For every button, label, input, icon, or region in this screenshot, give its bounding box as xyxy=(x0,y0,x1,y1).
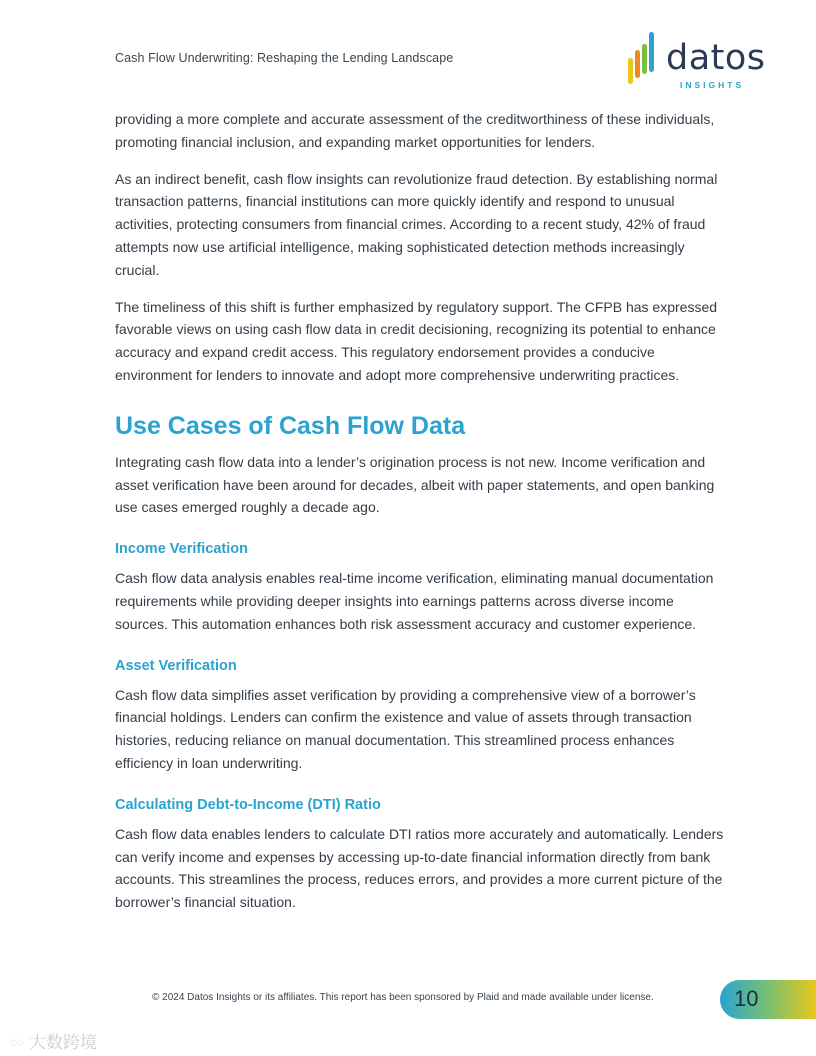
logo-subtitle: INSIGHTS xyxy=(680,80,745,90)
subheading-income-verification: Income Verification xyxy=(115,541,248,558)
paragraph-fraud-detection: As an indirect benefit, cash flow insights can revolutionize fraud detection. By establishing normal transaction patterns, financial institutions can more quickly identify and respond to unusual activities, protecting consumers from financial crimes. According to a recent study, 42% of fraud attempts now use artificial intelligence, making sophisticated detection methods increasingly crucial. xyxy=(115,170,718,278)
logo-bars-icon xyxy=(626,30,660,88)
subheading-dti-ratio: Calculating Debt-to-Income (DTI) Ratio xyxy=(115,796,381,813)
subheading-asset-verification: Asset Verification xyxy=(115,657,237,674)
datos-insights-logo xyxy=(626,30,766,92)
page-number-badge xyxy=(720,980,816,1019)
watermark xyxy=(10,1028,120,1052)
chat-bubbles-icon: ◌◌ xyxy=(10,1035,25,1049)
page-number: 10 xyxy=(734,986,759,1011)
section-heading-use-cases: Use Cases of Cash Flow Data xyxy=(115,411,466,440)
document-header-title: Cash Flow Underwriting: Reshaping the Lending Landscape xyxy=(115,51,454,65)
paragraph-regulatory-support: The timeliness of this shift is further emphasized by regulatory support. The CFPB has expressed favorable views on using cash flow data in credit decisioning, recognizing its potential to enhance accuracy and expand credit access. This regulatory endorsement provides a conducive environment for lenders to innovate and adopt more comprehensive underwriting practices. xyxy=(115,298,718,383)
main-content xyxy=(115,108,725,928)
paragraph-dti-ratio: Cash flow data enables lenders to calculate DTI ratios more accurately and automatically. Lenders can verify income and expenses by accessing up-to-date financial information directly from bank accounts. This streamlines the process, reduces errors, and provides a more current picture of the borrower’s financial situation. xyxy=(115,825,724,911)
paragraph-asset-verification: Cash flow data simplifies asset verification by providing a comprehensive view of a borrower’s financial holdings. Lenders can confirm the existence and value of assets through transaction histories, reducing reliance on manual documentation. This streamlined process enhances efficiency in loan underwriting. xyxy=(115,686,696,771)
logo-wordmark: datos xyxy=(666,38,766,78)
paragraph-financial-inclusion: providing a more complete and accurate assessment of the creditworthiness of these individuals, promoting financial inclusion, and expanding market opportunities for lenders. xyxy=(115,111,715,150)
watermark-text: 大数跨境 xyxy=(29,1033,97,1052)
paragraph-income-verification: Cash flow data analysis enables real-time income verification, eliminating manual documentation requirements while providing deeper insights into earnings patterns across diverse income sources. This automation enhances both risk assessment accuracy and customer experience. xyxy=(115,570,714,632)
paragraph-use-cases-intro: Integrating cash flow data into a lender’s origination process is not new. Income verification and asset verification have been around for decades, albeit with paper statements, and open banking use cases emerged roughly a decade ago. xyxy=(115,453,715,516)
footer-copyright: © 2024 Datos Insights or its affiliates. This report has been sponsored by Plaid and made available under license. xyxy=(152,992,654,1003)
